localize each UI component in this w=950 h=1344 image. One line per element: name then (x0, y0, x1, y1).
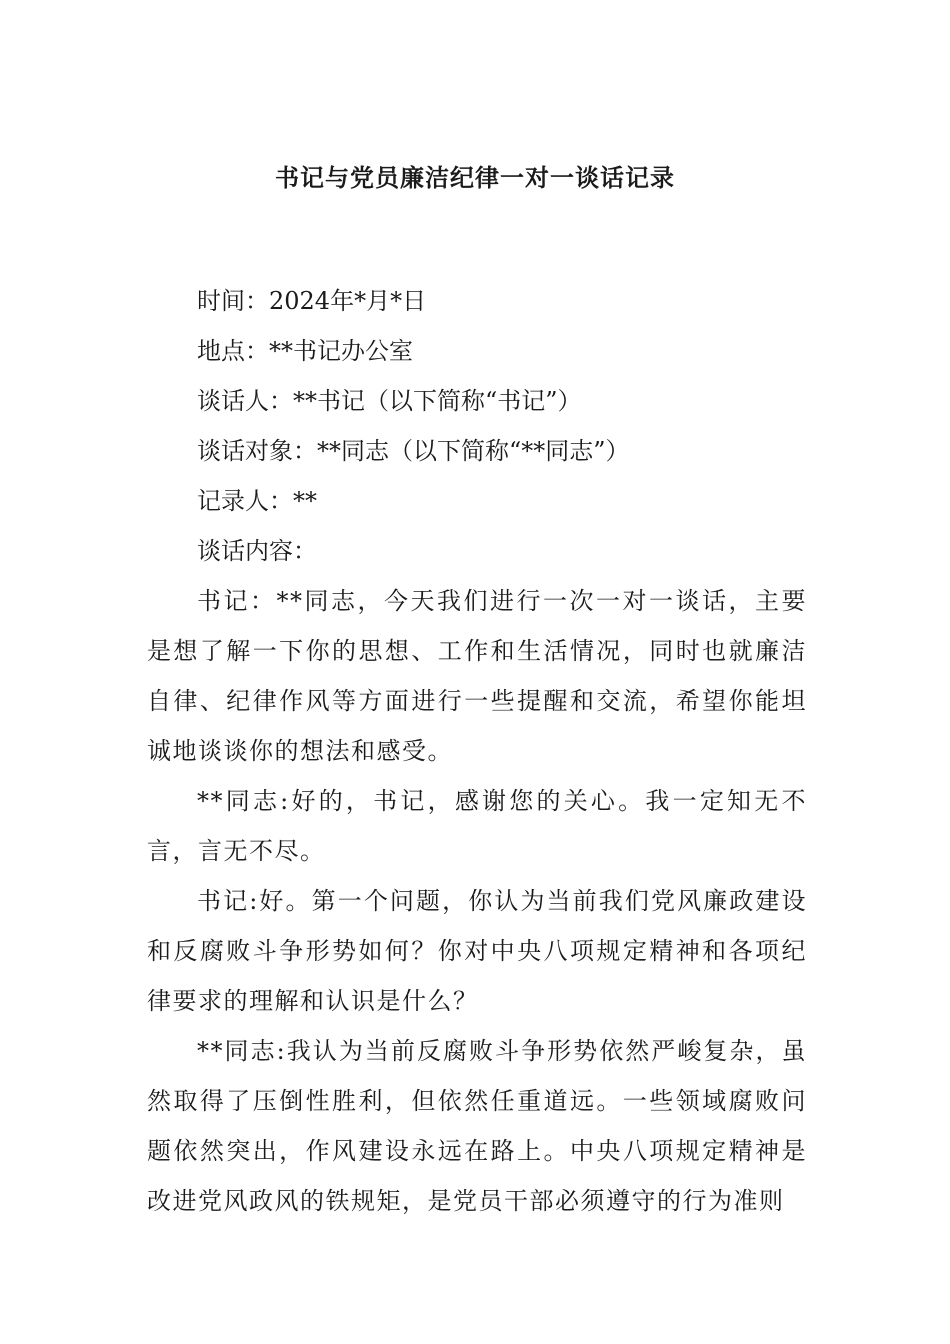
meta-speaker: 谈话人：**书记（以下简称“书记”） (197, 387, 582, 415)
meta-content-label: 谈话内容： (197, 537, 317, 565)
document-body (147, 276, 807, 1226)
meta-time: 时间：2024年*月*日 (197, 287, 427, 315)
meta-subject: 谈话对象：**同志（以下简称“**同志”） (197, 437, 630, 465)
meta-recorder: 记录人：** (197, 487, 317, 515)
dialogue-paragraph-2: **同志:好的，书记，感谢您的关心。我一定知无不言，言无不尽。 (147, 787, 807, 865)
meta-place: 地点：**书记办公室 (197, 337, 413, 365)
dialogue-paragraph-3: 书记:好。第一个问题，你认为当前我们党风廉政建设和反腐败斗争形势如何？你对中央八项规定精神和各项纪律要求的理解和认识是什么？ (147, 887, 807, 1015)
dialogue-paragraph-1: 书记：**同志，今天我们进行一次一对一谈话，主要是想了解一下你的思想、工作和生活情况，同时也就廉洁自律、纪律作风等方面进行一些提醒和交流，希望你能坦诚地谈谈你的想法和感受。 (147, 587, 807, 765)
dialogue-paragraph-4: **同志:我认为当前反腐败斗争形势依然严峻复杂，虽然取得了压倒性胜利，但依然任重道远。一些领域腐败问题依然突出，作风建设永远在路上。中央八项规定精神是改进党风政风的铁规矩，是党员干部必须遵守的行为准则 (147, 1037, 807, 1215)
document-title: 书记与党员廉洁纪律一对一谈话记录 (275, 163, 675, 192)
